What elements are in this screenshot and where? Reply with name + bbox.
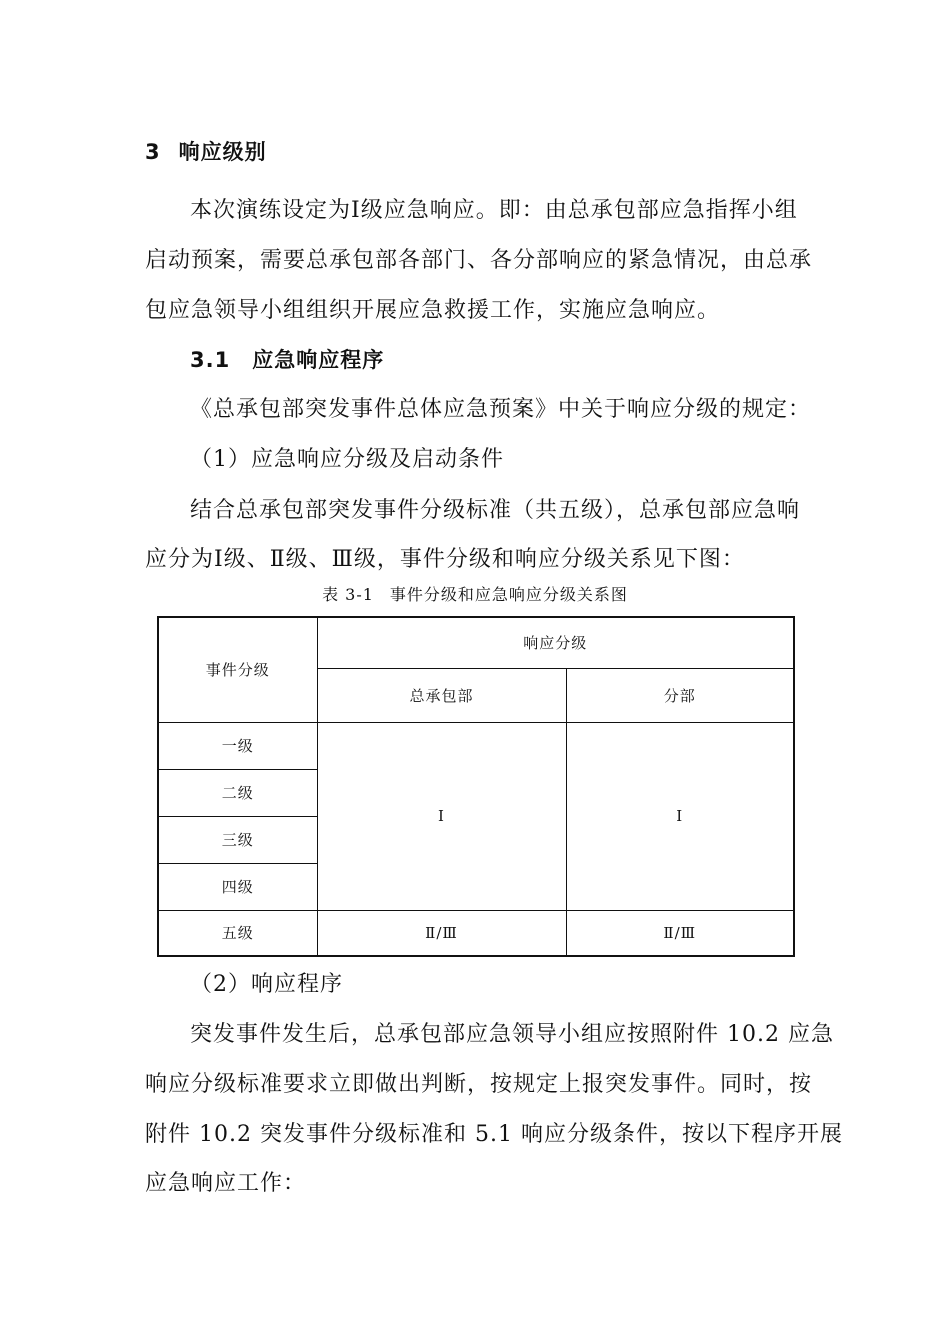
section-title: 响应级别	[178, 140, 267, 164]
paragraph-line: 包应急领导小组组织开展应急救援工作，实施应急响应。	[145, 298, 721, 323]
paragraph-line: 突发事件发生后，总承包部应急领导小组应按照附件 10.2 应急	[190, 1022, 834, 1047]
hq-response-cell: Ⅱ/Ⅲ	[317, 910, 566, 956]
list-item: （1）应急响应分级及启动条件	[190, 447, 504, 472]
event-level-cell: 四级	[158, 863, 317, 910]
branch-response-cell: Ⅰ	[566, 722, 794, 910]
table-caption-number: 表 3-1	[322, 585, 374, 604]
paragraph-line: 应分为Ⅰ级、Ⅱ级、Ⅲ级，事件分级和响应分级关系见下图：	[145, 547, 745, 572]
subsection-heading	[190, 345, 384, 375]
paragraph-line: 响应分级标准要求立即做出判断，按规定上报突发事件。同时，按	[145, 1072, 813, 1097]
list-item: （2）响应程序	[190, 972, 343, 997]
paragraph-line: 附件 10.2 突发事件分级标准和 5.1 响应分级条件，按以下程序开展	[145, 1122, 843, 1147]
section-heading	[145, 137, 267, 167]
event-level-cell: 五级	[158, 910, 317, 956]
event-level-cell: 二级	[158, 769, 317, 816]
event-level-cell: 三级	[158, 816, 317, 863]
header-hq: 总承包部	[317, 668, 566, 722]
header-event-level: 事件分级	[158, 617, 317, 722]
subsection-number: 3.1	[190, 348, 231, 372]
header-branch: 分部	[566, 668, 794, 722]
response-level-table	[157, 616, 795, 957]
branch-response-cell: Ⅱ/Ⅲ	[566, 910, 794, 956]
section-number: 3	[145, 140, 161, 164]
header-response-level: 响应分级	[317, 617, 794, 668]
table-caption	[0, 583, 950, 607]
subsection-title: 应急响应程序	[252, 348, 385, 372]
paragraph-line: 应急响应工作：	[145, 1171, 307, 1196]
table-caption-title: 事件分级和应急响应分级关系图	[389, 585, 628, 604]
paragraph-line: 结合总承包部突发事件分级标准（共五级），总承包部应急响	[190, 498, 801, 523]
paragraph-line: 本次演练设定为Ⅰ级应急响应。即：由总承包部应急指挥小组	[190, 198, 798, 223]
paragraph-line: 启动预案，需要总承包部各部门、各分部响应的紧急情况，由总承	[145, 248, 813, 273]
hq-response-cell: Ⅰ	[317, 722, 566, 910]
paragraph-line: 《总承包部突发事件总体应急预案》中关于响应分级的规定：	[190, 397, 812, 422]
event-level-cell: 一级	[158, 722, 317, 769]
